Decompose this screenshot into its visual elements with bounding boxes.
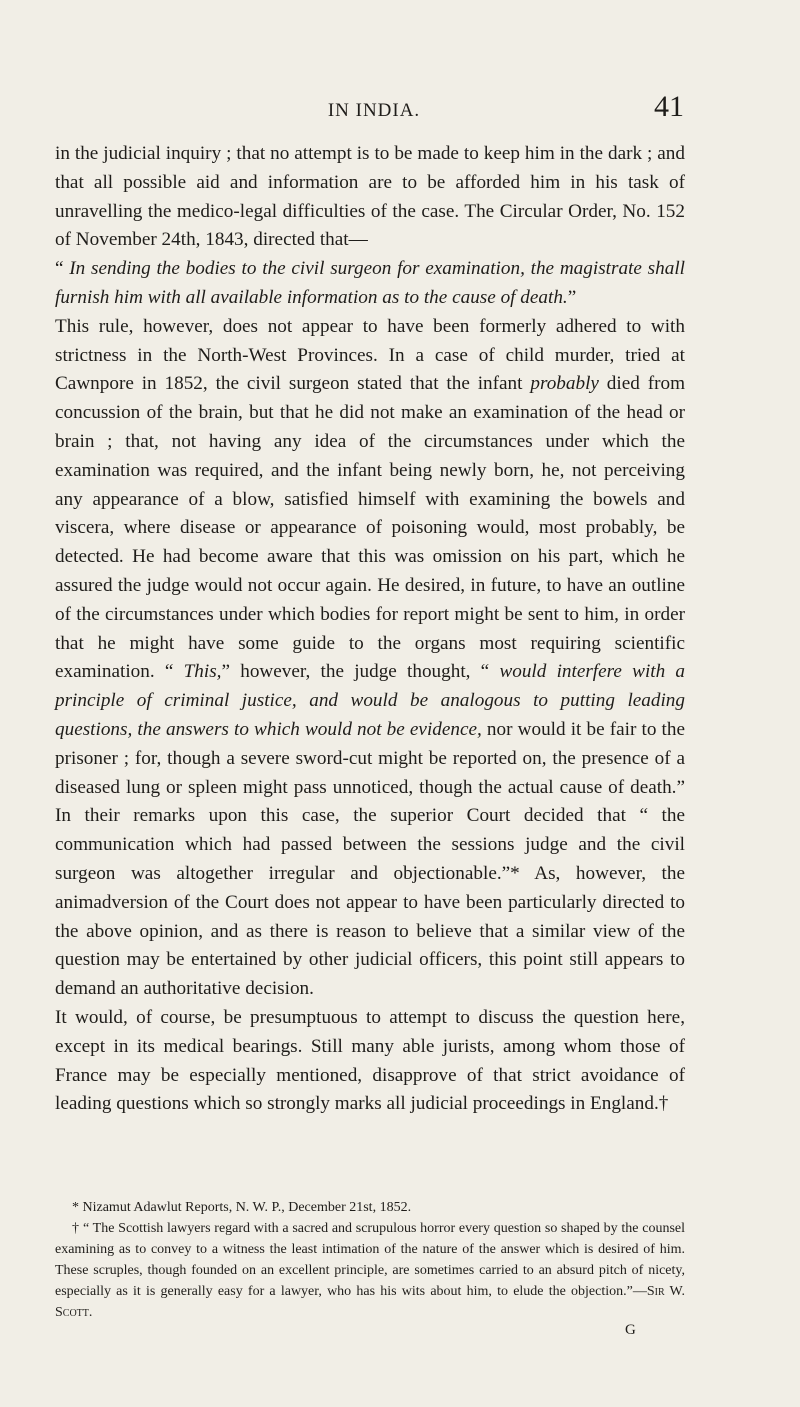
paragraph-circular-quote (55, 255, 685, 313)
footnote-2-author: Sir W. Scott. (55, 1284, 685, 1320)
footnote-1: * Nizamut Adawlut Reports, N. W. P., December 21st, 1852. (72, 1200, 412, 1215)
paragraph-3-part-d: nor would it be fair to the prisoner ; for, though a severe sword-cut might be reported on, the presence of a diseased lung or spleen might pass unnoticed, though the actual cause of death.” In their remarks upon this case, the superior Court decided that “ the communication which had passed between the sessions judge and the civil surgeon was altogether irregular and objectionable.”* As, however, the animadversion of the Court does not appear to have been particularly directed to the above opinion, and as there is reason to believe that a similar view of the question may be entertained by other judicial officers, this point still appears to demand an authoritative decision. (55, 718, 685, 1000)
paragraph-3-part-b: died from concussion of the brain, but that he did not make an examination of the head or brain ; that, not having any idea of the circumstances under which the examination was required, and the infant being newly born, he, not perceiving any appearance of a blow, satisfied himself with examining the bowels and viscera, where disease or appearance of poisoning would, most probably, be detected. He had become aware that this was omission on his part, which he assured the judge would not occur again. He desired, in future, to have an outline of the circumstances under which bodies for report might be sent to him, in order that he might have some guide to the organs most requiring scientific examination. “ (55, 373, 685, 683)
footnotes (55, 1197, 685, 1323)
paragraph-1: in the judicial inquiry ; that no attempt is to be made to keep him in the dark ; and that all possible aid and information are to be afforded him in his task of unravelling the medico-legal difficulties of the case. The Circular Order, No. 152 of November 24th, 1843, directed that— (55, 143, 685, 251)
italic-judge-opinion: would interfere with a principle of criminal justice, and would be analogous to putting leading questions, the answers to which would not be evidence, (55, 661, 686, 740)
footnote-2-text: † “ The Scottish lawyers regard with a sacred and scrupulous horror every question so shaped by the counsel examining as to convey to a witness the least intimation of the nature of the answer which is desired of him. These scruples, though founded on an excellent principle, are sometimes carried to an absurd pitch of nicety, especially as it is generally easy for a lawyer, who has his wits about him, to elude the objection.”— (55, 1221, 685, 1299)
paragraph-3-part-c: ” however, the judge thought, “ (221, 661, 500, 683)
footnote-2 (55, 1218, 685, 1323)
quote-close: ” (567, 286, 577, 308)
running-head: IN INDIA. (327, 100, 421, 121)
italic-probably: probably (530, 373, 599, 395)
paragraph-4: It would, of course, be presumptuous to attempt to discuss the question here, except in its medical bearings. Still many able jurists, among whom those of France may be especially mentioned, disapprove of that strict avoidance of leading questions which so strongly marks all judicial proceedings in England.† (55, 1006, 685, 1115)
circular-order-quote: In sending the bodies to the civil surgeon for examination, the magistrate shall furnish him with all available information as to the cause of death. (55, 258, 685, 308)
quote-open: “ (55, 258, 70, 280)
page-header (64, 92, 684, 128)
body-text (55, 140, 685, 1119)
paragraph-cawnpore-case (55, 313, 685, 1004)
paragraph-3-part-a: This rule, however, does not appear to have been formerly adhered to with strictness in the North-West Provinces. In a case of child murder, tried at Cawnpore in 1852, the civil surgeon stated that the infant (55, 315, 685, 395)
page-number: 41 (654, 90, 684, 123)
italic-this: This, (183, 661, 222, 683)
signature-mark: G (625, 1322, 636, 1338)
